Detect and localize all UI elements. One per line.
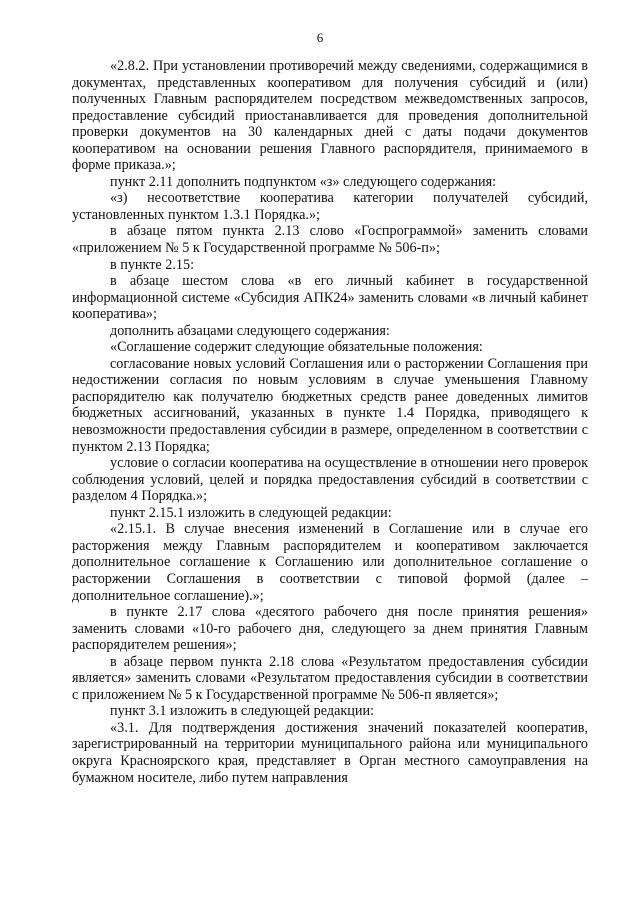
paragraph-agreement-provisions: «Соглашение содержит следующие обязательные положения: xyxy=(110,339,483,356)
paragraph-2-8-2: «2.8.2. При установлении противоречий между сведениями, содержащимися в документах, представленных кооперативом для получения субсидий и (или) полученных Главным распорядителем посредством межведомственных запросов, предоставление субсидий приостанавливается для проведения дополнительной проверки документов на 30 календарных дней с даты подачи документов кооперативом на основании решения Главного распорядителя, принимаемого в форме приказа.»; xyxy=(72,58,588,174)
paragraph-2-15-1: «2.15.1. В случае внесения изменений в Соглашение или в случае его расторжения между Главным распорядителем и кооперативом заключается дополнительное соглашение к Соглашению или дополнительное соглашение о расторжении Соглашения в соответствии с типовой формой (далее – дополнительное соглашение).»; xyxy=(72,521,588,604)
paragraph-abzats-6: в абзаце шестом слова «в его личный кабинет в государственной информационной системе «Субсидия АПК24» заменить словами «в личный кабинет кооператива»; xyxy=(72,273,588,323)
paragraph-amend-3-1: пункт 3.1 изложить в следующей редакции: xyxy=(110,703,374,720)
paragraph-amend-2-17: в пункте 2.17 слова «десятого рабочего дня после принятия решения» заменить словами «10-го рабочего дня, следующего за днем принятия Главным распорядителем решения»; xyxy=(72,604,588,654)
paragraph-3-1: «3.1. Для подтверждения достижения значений показателей кооператив, зарегистрированный на территории муниципального района или муниципального округа Красноярского края, представляет в Орган местного самоуправления на бумажном носителе, либо путем направления xyxy=(72,719,588,786)
paragraph-add-abzats: дополнить абзацами следующего содержания: xyxy=(110,322,390,339)
paragraph-consent-condition: условие о согласии кооператива на осуществление в отношении него проверок соблюдения условий, целей и порядка предоставления субсидий в соответствии с разделом 4 Порядка.»; xyxy=(72,455,588,505)
paragraph-new-conditions: согласование новых условий Соглашения или о расторжении Соглашения при недостижении согласия по новым условиям в случае уменьшения Главному распорядителю как получателю бюджетных средств ранее доведенных лимитов бюджетных ассигнований, указанных в пункте 1.4 Порядка, приводящего к невозможности предоставления субсидии в размере, определенном в соответствии с пунктом 2.13 Порядка; xyxy=(72,355,588,455)
paragraph-subitem-z: «з) несоответствие кооператива категории получателей субсидий, установленных пунктом 1.3.1 Порядка.»; xyxy=(72,190,588,223)
paragraph-item-2-15: в пункте 2.15: xyxy=(110,256,195,273)
paragraph-amend-2-13: в абзаце пятом пункта 2.13 слово «Госпрограммой» заменить словами «приложением № 5 к Государственной программе № 506-п»; xyxy=(72,223,588,257)
document-body xyxy=(72,58,588,786)
page-number: 6 xyxy=(316,30,324,45)
paragraph-amend-2-11: пункт 2.11 дополнить подпунктом «з» следующего содержания: xyxy=(110,173,497,190)
paragraph-amend-2-18: в абзаце первом пункта 2.18 слова «Результатом предоставления субсидии является» заменить словами «Результатом предоставления субсидии в соответствии с приложением № 5 к Государственной программе № 506-п является»; xyxy=(72,653,588,703)
paragraph-amend-2-15-1: пункт 2.15.1 изложить в следующей редакции: xyxy=(110,504,392,521)
